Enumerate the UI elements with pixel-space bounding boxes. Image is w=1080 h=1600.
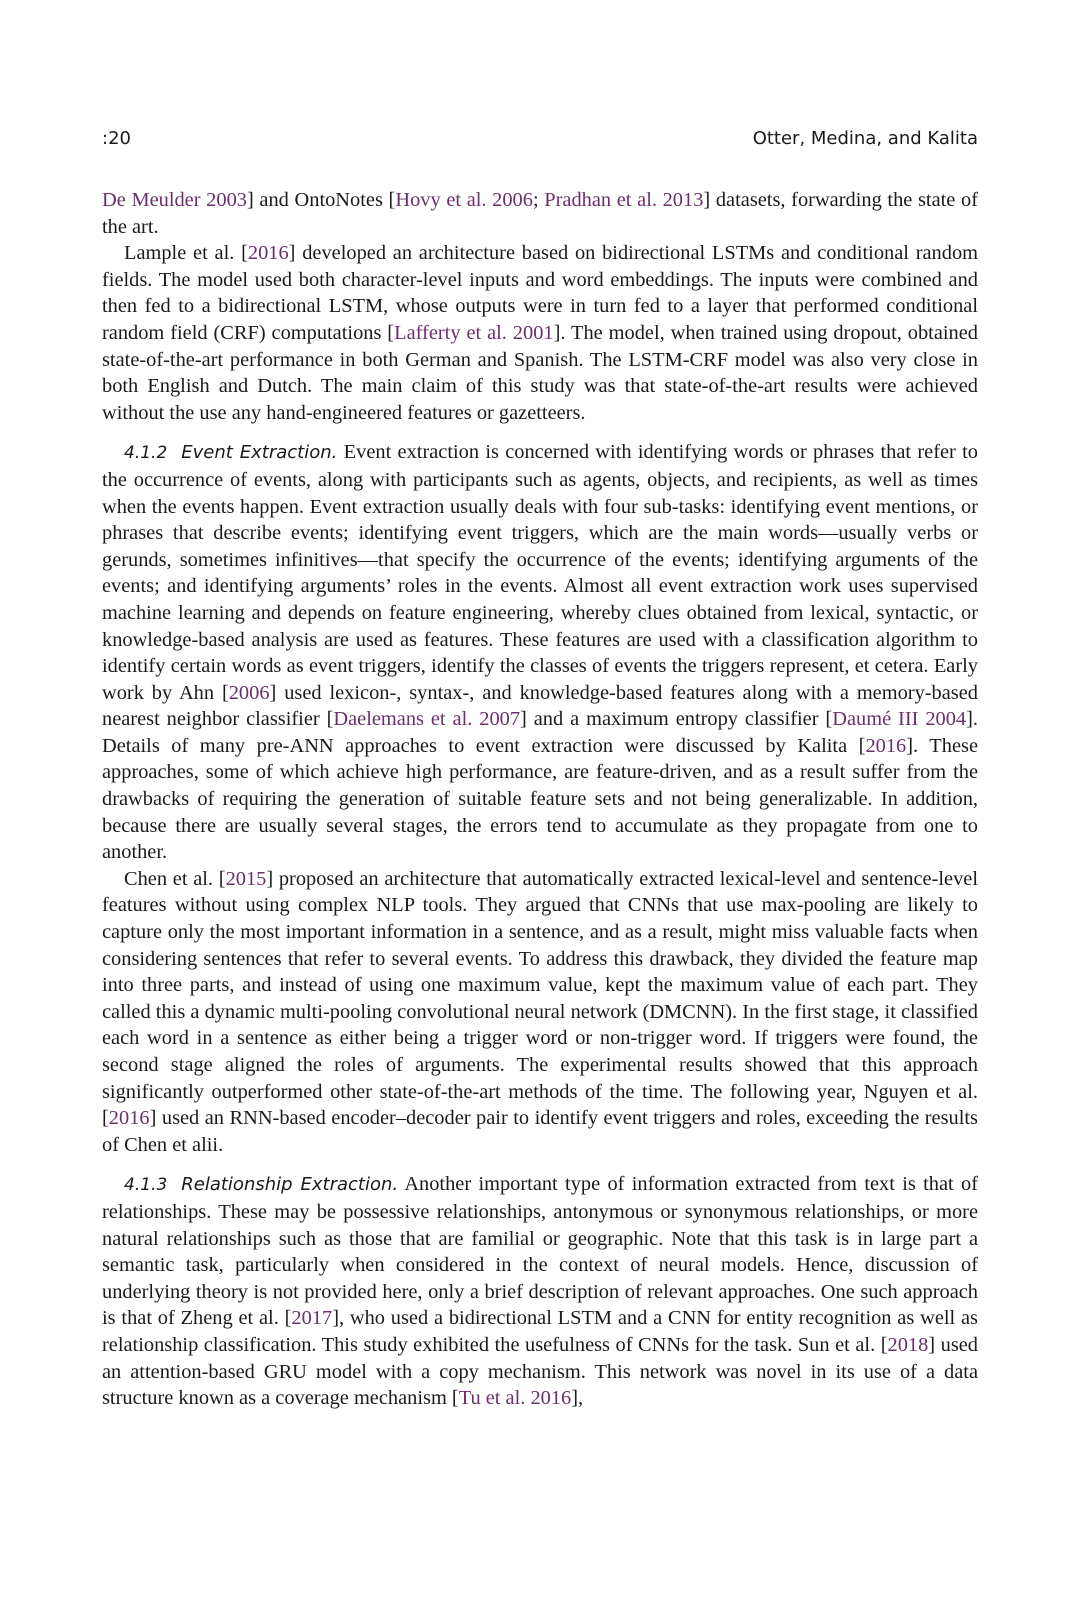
text-run: Lample et al. [ bbox=[124, 242, 248, 265]
citation-link[interactable]: 2016 bbox=[247, 242, 289, 265]
section-relationship-extraction bbox=[102, 1171, 978, 1411]
text-run: ; bbox=[532, 189, 545, 211]
text-run: ] used an attention-based GRU model with a copy mechanism. This network was novel in its use of a data structure known as a coverage mechanism [ bbox=[102, 1333, 979, 1410]
citation-link[interactable]: Daelemans et al. 2007 bbox=[333, 708, 521, 731]
text-run: Chen et al. [ bbox=[124, 867, 226, 890]
section-number: 4.1.2 bbox=[124, 443, 168, 464]
section-title: Event Extraction. bbox=[181, 442, 338, 464]
text-run: ] developed an architecture based on bidirectional LSTMs and conditional random fields. The model used both character-level inputs and word embeddings. The inputs were combined and then fed to a bidirectional LSTM, whose outputs were in turn fed to a layer that performed conditional random field (CRF) computations [ bbox=[102, 242, 979, 344]
citation-link[interactable]: Lafferty et al. 2001 bbox=[394, 321, 554, 344]
text-run: ] proposed an architecture that automatically extracted lexical-level and sentence-level features without using complex NLP tools. They argued that CNNs that use max-pooling are likely to capture only the most important information in a sentence, and as a result, might miss valuable facts when considering sentences that refer to several events. To address this drawback, they divided the feature map into three parts, and instead of using one maximum value, kept the maximum value of each part. They called this a dynamic multi-pooling convolutional neural network (DMCNN). In the first stage, it classified each word in a sentence as either being a trigger word or non-trigger word. If triggers were found, the second stage aligned the roles of arguments. The experimental results showed that this approach significantly outperformed other state-of-the-art methods of the time. The following year, Nguyen et al. [ bbox=[102, 867, 978, 1130]
citation-link[interactable]: 2015 bbox=[225, 867, 267, 890]
section-event-extraction bbox=[102, 439, 978, 866]
text-run: ], bbox=[571, 1387, 584, 1410]
running-title: Otter, Medina, and Kalita bbox=[752, 128, 978, 149]
text-run: ] datasets, forwarding the state of the art. bbox=[102, 189, 979, 238]
paragraph-chen bbox=[102, 866, 978, 1159]
text-run: ] used an RNN-based encoder–decoder pair to identify event triggers and roles, exceeding the results of Chen et alii. bbox=[102, 1107, 978, 1156]
text-run: ] and OntoNotes [ bbox=[246, 189, 396, 211]
text-run: ]. The model, when trained using dropout, obtained state-of-the-art performance in both German and Spanish. The LSTM-CRF model was also very close in both English and Dutch. The main claim of this study was that state-of-the-art results were achieved without the use any hand-engineered features or gazetteers. bbox=[102, 321, 978, 424]
text-run: Another important type of information extracted from text is that of relationships. These may be possessive relationships, antonymous or synonymous relationships, or more natural relationships such as those that are familial or geographic. Note that this task is in large part a semantic task, particularly when considered in the context of neural models. Hence, discussion of underlying theory is not provided here, only a brief description of relevant approaches. One such approach is that of Zheng et al. [ bbox=[102, 1173, 978, 1330]
text-run: Event extraction is concerned with identifying words or phrases that refer to the occurrence of events, along with participants such as agents, objects, and recipients, as well as times when the events happen. Event extraction usually deals with four sub-tasks: identifying event mentions, or phrases that describe events; identifying event triggers, which are the main words—usually verbs or gerunds, sometimes infinitives—that specify the occurrence of the events; identifying arguments of the events; and identifying arguments’ roles in the events. Almost all event extraction work uses supervised machine learning and depends on feature engineering, whereby clues obtained from lexical, syntactic, or knowledge-based analysis are used as features. These features are used with a classification algorithm to identify certain words as event triggers, identify the classes of events the triggers represent, et cetera. Early work by Ahn [ bbox=[102, 441, 979, 704]
citation-link[interactable]: Hovy et al. 2006 bbox=[395, 189, 533, 211]
body-text bbox=[102, 187, 978, 1412]
citation-link[interactable]: 2018 bbox=[887, 1333, 929, 1356]
citation-link[interactable]: De Meulder 2003 bbox=[102, 189, 247, 211]
section-title: Relationship Extraction. bbox=[181, 1174, 399, 1196]
text-run: ]. Details of many pre-ANN approaches to event extraction were discussed by Kalita [ bbox=[102, 708, 979, 757]
citation-link[interactable]: Daumé III 2004 bbox=[832, 708, 967, 731]
citation-link[interactable]: 2016 bbox=[865, 734, 907, 757]
page-number: :20 bbox=[102, 128, 131, 149]
page-header bbox=[102, 128, 978, 156]
citation-link[interactable]: 2006 bbox=[228, 681, 270, 704]
section-number: 4.1.3 bbox=[124, 1175, 168, 1196]
paragraph-lample bbox=[102, 240, 978, 426]
citation-link[interactable]: Pradhan et al. 2013 bbox=[544, 189, 704, 211]
paragraph-continued bbox=[102, 187, 978, 240]
citation-link[interactable]: 2016 bbox=[108, 1107, 150, 1130]
text-run: ], who used a bidirectional LSTM and a CNN for entity recognition as well as relationship classification. This study exhibited the usefulness of CNNs for the task. Sun et al. [ bbox=[102, 1307, 978, 1356]
citation-link[interactable]: 2017 bbox=[291, 1307, 333, 1330]
text-run: ] used lexicon-, syntax-, and knowledge-based features along with a memory-based nearest neighbor classifier [ bbox=[102, 681, 978, 731]
text-run: ] and a maximum entropy classifier [ bbox=[520, 708, 833, 731]
text-run: ]. These approaches, some of which achieve high performance, are feature-driven, and as a result suffer from the drawbacks of requiring the generation of suitable feature sets and not being generalizable. In addition, because there are usually several stages, the errors tend to accumulate as they propagate from one to another. bbox=[102, 734, 978, 864]
citation-link[interactable]: Tu et al. 2016 bbox=[458, 1387, 572, 1410]
